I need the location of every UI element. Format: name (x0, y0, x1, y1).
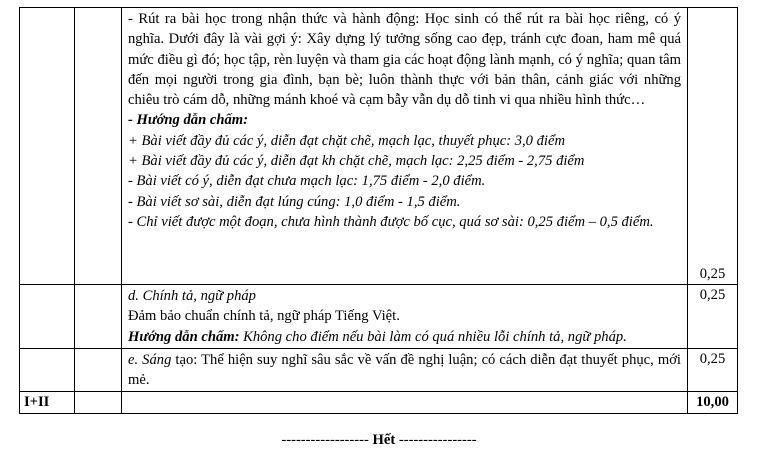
criterion-4: - Bài viết sơ sài, diễn đạt lúng cúng: 1,0 điểm - 1,5 điểm. (128, 193, 461, 210)
content-cell (122, 392, 688, 414)
score-cell: 0,25 (688, 8, 738, 285)
end-dashes-right: ---------------- (395, 432, 477, 448)
total-label: I+II (20, 392, 75, 414)
part-cell (20, 285, 75, 349)
table-row (20, 8, 738, 285)
table-row (20, 285, 738, 349)
part-cell (20, 8, 75, 285)
question-cell (75, 8, 122, 285)
grading-table (19, 7, 738, 414)
score-cell: 0,25 (688, 285, 738, 349)
part-cell (20, 348, 75, 392)
criterion-5: - Chỉ viết được một đoạn, chưa hình thành được bố cục, quá sơ sài: 0,25 điểm – 0,5 điểm. (128, 213, 654, 230)
end-marker (0, 432, 758, 449)
criterion-text: tạo: Thể hiện suy nghĩ sâu sắc về vấn đề nghị luận; có cách diễn đạt thuyết phục, mới mẻ. (128, 351, 681, 389)
criterion-text: Đảm bảo chuẩn chính tả, ngữ pháp Tiếng Việt. (128, 308, 400, 325)
end-dashes-left: ------------------ (281, 432, 373, 448)
content-cell (122, 285, 688, 349)
content-cell (122, 348, 688, 392)
question-cell (75, 348, 122, 392)
content-cell (122, 8, 688, 285)
criterion-3: - Bài viết có ý, diễn đạt chưa mạch lạc: 1,75 điểm - 2,0 điểm. (128, 173, 486, 190)
criterion-title: e. Sáng (128, 351, 172, 368)
score-cell: 0,25 (688, 348, 738, 392)
guide-text: Không cho điểm nếu bài làm có quá nhiều lỗi chính tả, ngữ pháp. (239, 328, 627, 345)
guide-label: Hướng dẫn chấm: (128, 328, 240, 345)
total-score: 10,00 (688, 392, 738, 414)
criterion-2: + Bài viết đầy đủ các ý, diễn đạt kh chặt chẽ, mạch lạc: 2,25 điểm - 2,75 điểm (128, 153, 585, 170)
table-row (20, 348, 738, 392)
question-cell (75, 285, 122, 349)
criterion-1: + Bài viết đầy đủ các ý, diễn đạt chặt chẽ, mạch lạc, thuyết phục: 3,0 điểm (128, 132, 565, 149)
lesson-paragraph: - Rút ra bài học trong nhận thức và hành động: Học sinh có thể rút ra bài học riêng, có ý nghĩa. Dưới đây là vài gợi ý: Xây dựng lý tưởng sống cao đẹp, tránh cực đoan, ham mê quá mức điều gì đó; học tập, rèn luyện và tham gia các hoạt động lành mạnh, có ý nghĩa; quan tâm đến mọi người trong gia đình, bạn bè; luôn thành thực với bản thân, cảnh giác với những chiêu trò cám dỗ, những mánh khoé và cạm bẫy vẫn dụ dỗ tinh vi qua nhiều hình thức… (128, 11, 681, 109)
question-cell (75, 392, 122, 414)
guide-heading: - Hướng dẫn chấm: (128, 112, 248, 129)
criterion-title: d. Chính tả, ngữ pháp (128, 288, 256, 304)
end-word: Hết (372, 432, 396, 448)
total-row (20, 392, 738, 414)
